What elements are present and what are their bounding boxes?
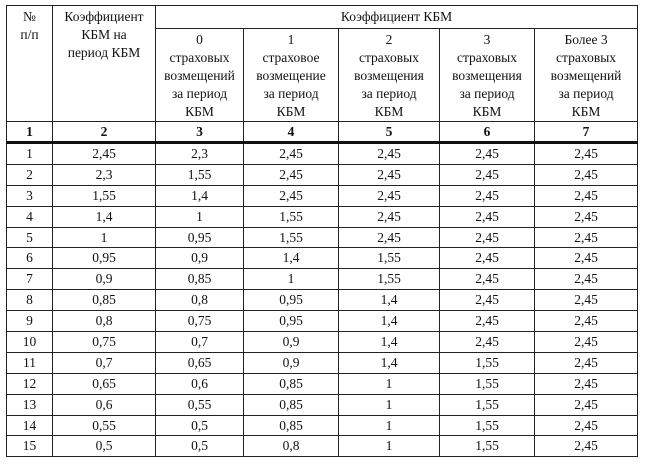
row-number-cell: 8	[7, 290, 53, 311]
column-index-cell: 3	[156, 122, 244, 143]
table-cell: 0,9	[244, 352, 339, 373]
table-cell: 0,75	[53, 332, 156, 353]
table-cell: 2,45	[535, 436, 638, 457]
table-body	[7, 122, 638, 457]
table-row	[7, 206, 638, 227]
table-cell: 2,45	[440, 227, 535, 248]
header-col-number: № п/п	[7, 6, 53, 122]
table-cell: 1,4	[339, 290, 440, 311]
table-row	[7, 269, 638, 290]
header-group-title: Коэффициент КБМ	[156, 6, 638, 29]
row-number-cell: 12	[7, 373, 53, 394]
table-cell: 0,65	[53, 373, 156, 394]
table-cell: 2,45	[244, 185, 339, 206]
table-row	[7, 311, 638, 332]
table-cell: 2,45	[535, 352, 638, 373]
header-row-top	[7, 6, 638, 29]
table-cell: 1,4	[156, 185, 244, 206]
table-cell: 0,95	[53, 248, 156, 269]
table-cell: 0,85	[244, 373, 339, 394]
table-cell: 1,4	[339, 352, 440, 373]
header-sub-col-3: 3 страховых возмещения за период КБМ	[440, 29, 535, 122]
table-cell: 0,8	[53, 311, 156, 332]
table-cell: 2,45	[244, 143, 339, 165]
table-cell: 1,4	[244, 248, 339, 269]
row-number-cell: 3	[7, 185, 53, 206]
row-number-cell: 2	[7, 164, 53, 185]
table-cell: 0,5	[156, 436, 244, 457]
table-cell: 1,4	[53, 206, 156, 227]
table-cell: 1,55	[440, 373, 535, 394]
table-cell: 1	[339, 436, 440, 457]
table-cell: 0,6	[53, 394, 156, 415]
table-cell: 2,45	[53, 143, 156, 165]
table-cell: 2,45	[339, 206, 440, 227]
table-row	[7, 352, 638, 373]
table-cell: 1,4	[339, 311, 440, 332]
table-cell: 2,3	[53, 164, 156, 185]
table-cell: 0,8	[244, 436, 339, 457]
table-cell: 1	[53, 227, 156, 248]
table-row	[7, 185, 638, 206]
column-index-cell: 1	[7, 122, 53, 143]
table-cell: 2,45	[440, 143, 535, 165]
table-cell: 1,55	[440, 436, 535, 457]
table-cell: 1,55	[244, 206, 339, 227]
row-number-cell: 1	[7, 143, 53, 165]
table-cell: 0,7	[53, 352, 156, 373]
row-number-cell: 9	[7, 311, 53, 332]
table-cell: 0,85	[244, 394, 339, 415]
table-cell: 2,45	[535, 332, 638, 353]
row-number-cell: 7	[7, 269, 53, 290]
header-sub-col-more-3: Более 3 страховых возмещений за период КБМ	[535, 29, 638, 122]
table-cell: 2,45	[535, 227, 638, 248]
table-cell: 1,55	[53, 185, 156, 206]
header-sub-col-0: 0 страховых возмещений за период КБМ	[156, 29, 244, 122]
table-cell: 0,55	[53, 415, 156, 436]
table-cell: 0,85	[53, 290, 156, 311]
table-cell: 2,45	[535, 164, 638, 185]
table-cell: 1,55	[244, 227, 339, 248]
table-cell: 2,45	[440, 164, 535, 185]
table-cell: 1,55	[156, 164, 244, 185]
table-cell: 2,45	[440, 185, 535, 206]
row-number-cell: 10	[7, 332, 53, 353]
table-cell: 0,7	[156, 332, 244, 353]
column-index-row	[7, 122, 638, 143]
table-cell: 2,45	[339, 185, 440, 206]
table-cell: 2,45	[535, 373, 638, 394]
table-cell: 2,45	[339, 143, 440, 165]
table-cell: 2,45	[440, 269, 535, 290]
table-cell: 2,45	[535, 206, 638, 227]
table-row	[7, 248, 638, 269]
row-number-cell: 6	[7, 248, 53, 269]
table-cell: 1	[339, 394, 440, 415]
table-cell: 0,95	[244, 290, 339, 311]
table-cell: 2,45	[535, 311, 638, 332]
table-cell: 0,75	[156, 311, 244, 332]
table-cell: 0,95	[244, 311, 339, 332]
table-cell: 0,55	[156, 394, 244, 415]
table-cell: 1	[244, 269, 339, 290]
table-cell: 2,45	[535, 143, 638, 165]
table-cell: 2,45	[535, 394, 638, 415]
table-row	[7, 143, 638, 165]
table-cell: 2,45	[535, 290, 638, 311]
table-cell: 2,45	[440, 332, 535, 353]
header-col-kbm-period: Коэффициент КБМ на период КБМ	[53, 6, 156, 122]
table-cell: 1	[339, 415, 440, 436]
row-number-cell: 13	[7, 394, 53, 415]
table-cell: 1,55	[339, 269, 440, 290]
header-sub-col-2: 2 страховых возмещения за период КБМ	[339, 29, 440, 122]
row-number-cell: 5	[7, 227, 53, 248]
column-index-cell: 7	[535, 122, 638, 143]
table-cell: 1	[339, 373, 440, 394]
table-cell: 2,45	[440, 206, 535, 227]
table-cell: 2,45	[535, 269, 638, 290]
table-row	[7, 436, 638, 457]
table-cell: 2,3	[156, 143, 244, 165]
header-sub-col-1: 1 страховое возмещение за период КБМ	[244, 29, 339, 122]
column-index-cell: 4	[244, 122, 339, 143]
table-cell: 1	[156, 206, 244, 227]
table-row	[7, 373, 638, 394]
table-cell: 2,45	[535, 248, 638, 269]
table-cell: 2,45	[440, 311, 535, 332]
table-cell: 2,45	[339, 164, 440, 185]
table-cell: 0,8	[156, 290, 244, 311]
table-cell: 2,45	[244, 164, 339, 185]
table-cell: 0,9	[53, 269, 156, 290]
table-cell: 0,9	[244, 332, 339, 353]
table-cell: 2,45	[440, 290, 535, 311]
kbm-table	[6, 5, 638, 457]
table-cell: 2,45	[535, 185, 638, 206]
table-cell: 0,5	[156, 415, 244, 436]
row-number-cell: 4	[7, 206, 53, 227]
table-cell: 0,65	[156, 352, 244, 373]
table-cell: 1,55	[440, 394, 535, 415]
table-cell: 0,6	[156, 373, 244, 394]
table-cell: 2,45	[440, 248, 535, 269]
table-cell: 0,85	[156, 269, 244, 290]
table-cell: 0,9	[156, 248, 244, 269]
table-row	[7, 332, 638, 353]
table-cell: 2,45	[339, 227, 440, 248]
table-cell: 0,85	[244, 415, 339, 436]
table-cell: 1,4	[339, 332, 440, 353]
column-index-cell: 2	[53, 122, 156, 143]
table-row	[7, 227, 638, 248]
table-cell: 1,55	[339, 248, 440, 269]
table-row	[7, 290, 638, 311]
row-number-cell: 15	[7, 436, 53, 457]
table-row	[7, 164, 638, 185]
table-cell: 1,55	[440, 352, 535, 373]
table-row	[7, 415, 638, 436]
column-index-cell: 6	[440, 122, 535, 143]
row-number-cell: 14	[7, 415, 53, 436]
table-cell: 0,5	[53, 436, 156, 457]
column-index-cell: 5	[339, 122, 440, 143]
table-cell: 0,95	[156, 227, 244, 248]
table-cell: 2,45	[535, 415, 638, 436]
table-cell: 1,55	[440, 415, 535, 436]
row-number-cell: 11	[7, 352, 53, 373]
table-row	[7, 394, 638, 415]
